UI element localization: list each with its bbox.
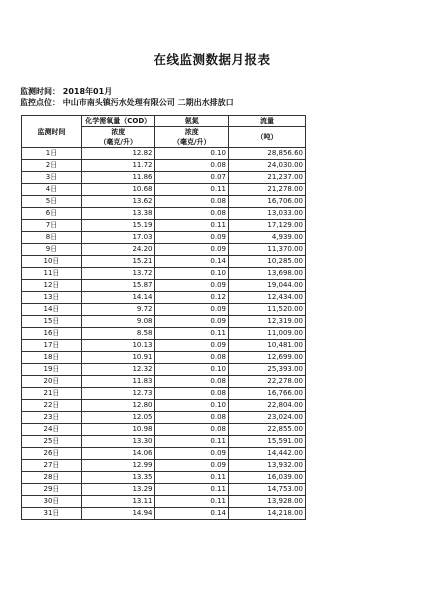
- header-nh3: 氨氮: [155, 116, 229, 127]
- cod-cell: 12.05: [81, 412, 155, 424]
- nh3-cell: 0.11: [155, 436, 229, 448]
- day-cell: 1日: [22, 148, 82, 160]
- flow-cell: 12,319.00: [229, 316, 306, 328]
- day-cell: 23日: [22, 412, 82, 424]
- table-row: [22, 172, 306, 184]
- day-cell: 26日: [22, 448, 82, 460]
- day-cell: 19日: [22, 364, 82, 376]
- day-cell: 4日: [22, 184, 82, 196]
- nh3-cell: 0.11: [155, 328, 229, 340]
- nh3-cell: 0.08: [155, 208, 229, 220]
- header-flow-sub: （吨）: [229, 127, 306, 148]
- flow-cell: 12,699.00: [229, 352, 306, 364]
- flow-cell: 13,698.00: [229, 268, 306, 280]
- table-row: [22, 208, 306, 220]
- table-header: [22, 116, 306, 148]
- cod-cell: 11.86: [81, 172, 155, 184]
- flow-cell: 14,218.00: [229, 508, 306, 520]
- table-row: [22, 304, 306, 316]
- table-row: [22, 364, 306, 376]
- nh3-cell: 0.10: [155, 148, 229, 160]
- table-row: [22, 388, 306, 400]
- flow-cell: 11,370.00: [229, 244, 306, 256]
- day-cell: 22日: [22, 400, 82, 412]
- nh3-cell: 0.09: [155, 316, 229, 328]
- nh3-cell: 0.10: [155, 364, 229, 376]
- nh3-cell: 0.09: [155, 232, 229, 244]
- table-row: [22, 184, 306, 196]
- day-cell: 28日: [22, 472, 82, 484]
- nh3-cell: 0.08: [155, 376, 229, 388]
- day-cell: 3日: [22, 172, 82, 184]
- table-row: [22, 484, 306, 496]
- day-cell: 21日: [22, 388, 82, 400]
- flow-cell: 28,856.60: [229, 148, 306, 160]
- flow-cell: 22,278.00: [229, 376, 306, 388]
- cod-cell: 10.91: [81, 352, 155, 364]
- cod-cell: 24.20: [81, 244, 155, 256]
- flow-cell: 23,024.00: [229, 412, 306, 424]
- table-row: [22, 316, 306, 328]
- nh3-cell: 0.07: [155, 172, 229, 184]
- flow-cell: 15,591.00: [229, 436, 306, 448]
- table-body: [22, 148, 306, 520]
- report-title: 在线监测数据月报表: [153, 52, 271, 67]
- day-cell: 2日: [22, 160, 82, 172]
- day-cell: 14日: [22, 304, 82, 316]
- cod-cell: 15.19: [81, 220, 155, 232]
- nh3-cell: 0.11: [155, 484, 229, 496]
- table-row: [22, 472, 306, 484]
- header-nh3-sub1: 浓度: [155, 127, 229, 138]
- nh3-cell: 0.12: [155, 292, 229, 304]
- table-row: [22, 496, 306, 508]
- header-cod: 化学需氧量（COD）: [81, 116, 155, 127]
- cod-cell: 13.35: [81, 472, 155, 484]
- cod-cell: 15.21: [81, 256, 155, 268]
- cod-cell: 10.13: [81, 340, 155, 352]
- cod-cell: 11.83: [81, 376, 155, 388]
- cod-cell: 13.29: [81, 484, 155, 496]
- cod-cell: 13.11: [81, 496, 155, 508]
- day-cell: 13日: [22, 292, 82, 304]
- cod-cell: 10.68: [81, 184, 155, 196]
- table-row: [22, 352, 306, 364]
- day-cell: 16日: [22, 328, 82, 340]
- table-row: [22, 424, 306, 436]
- cod-cell: 13.38: [81, 208, 155, 220]
- table-row: [22, 292, 306, 304]
- table-row: [22, 196, 306, 208]
- cod-cell: 12.32: [81, 364, 155, 376]
- cod-cell: 11.72: [81, 160, 155, 172]
- cod-cell: 9.72: [81, 304, 155, 316]
- day-cell: 12日: [22, 280, 82, 292]
- flow-cell: 11,520.00: [229, 304, 306, 316]
- cod-cell: 12.73: [81, 388, 155, 400]
- monitoring-point: [20, 97, 234, 108]
- flow-cell: 16,706.00: [229, 196, 306, 208]
- cod-cell: 14.14: [81, 292, 155, 304]
- table-row: [22, 280, 306, 292]
- nh3-cell: 0.08: [155, 160, 229, 172]
- flow-cell: 16,766.00: [229, 388, 306, 400]
- nh3-cell: 0.14: [155, 256, 229, 268]
- nh3-cell: 0.08: [155, 424, 229, 436]
- day-cell: 8日: [22, 232, 82, 244]
- day-cell: 10日: [22, 256, 82, 268]
- flow-cell: 13,928.00: [229, 496, 306, 508]
- nh3-cell: 0.11: [155, 184, 229, 196]
- cod-cell: 13.72: [81, 268, 155, 280]
- table-row: [22, 460, 306, 472]
- table-row: [22, 400, 306, 412]
- day-cell: 6日: [22, 208, 82, 220]
- day-cell: 18日: [22, 352, 82, 364]
- nh3-cell: 0.09: [155, 280, 229, 292]
- monitoring-time: [20, 86, 112, 97]
- monitoring-time-label: 监测时间：: [20, 87, 60, 96]
- cod-cell: 14.06: [81, 448, 155, 460]
- flow-cell: 10,481.00: [229, 340, 306, 352]
- flow-cell: 22,855.00: [229, 424, 306, 436]
- nh3-cell: 0.10: [155, 268, 229, 280]
- flow-cell: 14,442.00: [229, 448, 306, 460]
- flow-cell: 11,009.00: [229, 328, 306, 340]
- day-cell: 9日: [22, 244, 82, 256]
- nh3-cell: 0.09: [155, 304, 229, 316]
- table-row: [22, 340, 306, 352]
- monitoring-time-value: 2018年01月: [62, 87, 113, 96]
- table-row: [22, 160, 306, 172]
- cod-cell: 15.87: [81, 280, 155, 292]
- nh3-cell: 0.08: [155, 352, 229, 364]
- table-row: [22, 256, 306, 268]
- flow-cell: 25,393.00: [229, 364, 306, 376]
- nh3-cell: 0.09: [155, 244, 229, 256]
- table-row: [22, 232, 306, 244]
- table-row: [22, 412, 306, 424]
- cod-cell: 13.30: [81, 436, 155, 448]
- header-cod-sub2: （毫克/升）: [81, 137, 155, 148]
- day-cell: 24日: [22, 424, 82, 436]
- cod-cell: 12.99: [81, 460, 155, 472]
- nh3-cell: 0.14: [155, 508, 229, 520]
- table-row: [22, 220, 306, 232]
- header-time: 监测时间: [22, 116, 82, 148]
- cod-cell: 9.08: [81, 316, 155, 328]
- flow-cell: 22,804.00: [229, 400, 306, 412]
- table-row: [22, 508, 306, 520]
- monitoring-point-value: 中山市南头镇污水处理有限公司 二期出水排放口: [62, 98, 234, 107]
- flow-cell: 17,129.00: [229, 220, 306, 232]
- header-nh3-sub2: （毫克/升）: [155, 137, 229, 148]
- day-cell: 27日: [22, 460, 82, 472]
- flow-cell: 21,278.00: [229, 184, 306, 196]
- table-row: [22, 376, 306, 388]
- header-cod-sub1: 浓度: [81, 127, 155, 138]
- flow-cell: 4,939.00: [229, 232, 306, 244]
- table-row: [22, 268, 306, 280]
- nh3-cell: 0.10: [155, 400, 229, 412]
- table-row: [22, 244, 306, 256]
- table-row: [22, 328, 306, 340]
- flow-cell: 24,030.00: [229, 160, 306, 172]
- nh3-cell: 0.09: [155, 448, 229, 460]
- cod-cell: 10.98: [81, 424, 155, 436]
- nh3-cell: 0.08: [155, 412, 229, 424]
- table-row: [22, 448, 306, 460]
- monitoring-point-label: 监控点位：: [20, 98, 60, 107]
- table-row: [22, 436, 306, 448]
- day-cell: 7日: [22, 220, 82, 232]
- cod-cell: 17.03: [81, 232, 155, 244]
- day-cell: 30日: [22, 496, 82, 508]
- flow-cell: 12,434.00: [229, 292, 306, 304]
- nh3-cell: 0.11: [155, 496, 229, 508]
- flow-cell: 13,932.00: [229, 460, 306, 472]
- header-flow: 流量: [229, 116, 306, 127]
- nh3-cell: 0.09: [155, 460, 229, 472]
- flow-cell: 13,033.00: [229, 208, 306, 220]
- day-cell: 20日: [22, 376, 82, 388]
- table-row: [22, 148, 306, 160]
- nh3-cell: 0.08: [155, 388, 229, 400]
- day-cell: 15日: [22, 316, 82, 328]
- day-cell: 11日: [22, 268, 82, 280]
- flow-cell: 10,285.00: [229, 256, 306, 268]
- day-cell: 5日: [22, 196, 82, 208]
- flow-cell: 21,237.00: [229, 172, 306, 184]
- cod-cell: 14.94: [81, 508, 155, 520]
- nh3-cell: 0.11: [155, 220, 229, 232]
- nh3-cell: 0.09: [155, 340, 229, 352]
- day-cell: 17日: [22, 340, 82, 352]
- cod-cell: 8.58: [81, 328, 155, 340]
- flow-cell: 19,044.00: [229, 280, 306, 292]
- flow-cell: 14,753.00: [229, 484, 306, 496]
- day-cell: 29日: [22, 484, 82, 496]
- nh3-cell: 0.11: [155, 472, 229, 484]
- flow-cell: 16,039.00: [229, 472, 306, 484]
- day-cell: 25日: [22, 436, 82, 448]
- monthly-data-table: [21, 115, 306, 520]
- day-cell: 31日: [22, 508, 82, 520]
- cod-cell: 12.82: [81, 148, 155, 160]
- nh3-cell: 0.08: [155, 196, 229, 208]
- cod-cell: 12.80: [81, 400, 155, 412]
- cod-cell: 13.62: [81, 196, 155, 208]
